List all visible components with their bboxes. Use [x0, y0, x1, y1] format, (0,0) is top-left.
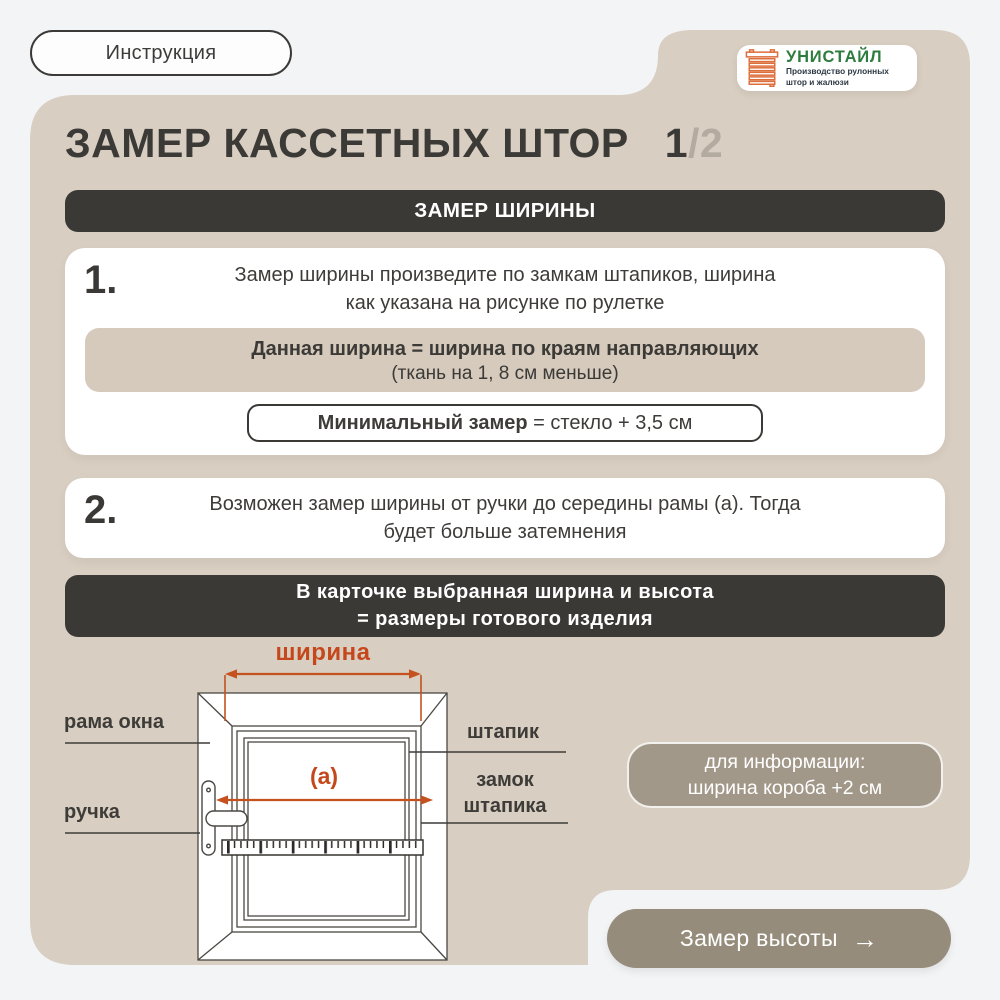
page-title-text: ЗАМЕР КАССЕТНЫХ ШТОР [65, 120, 629, 166]
step-1-line2: как указана на рисунке по рулетке [345, 291, 665, 314]
step-2-text [65, 478, 945, 546]
step-2-line1: Возможен замер ширины от ручки до середины рамы (а). Тогда [209, 493, 801, 515]
logo-text [786, 49, 889, 87]
width-dimension-label: ширина [275, 639, 371, 666]
note-bar-line1: В карточке выбранная ширина и высота [296, 581, 714, 603]
minimal-measure-box [247, 404, 763, 442]
bead-lock-label-line2: штапика [463, 794, 547, 817]
handle-label: ручка [64, 801, 120, 823]
step-2-line2: будет больше затемнения [383, 520, 627, 543]
tape-measure [222, 840, 423, 855]
page-number [665, 120, 724, 167]
info-box-line2: ширина короба +2 см [687, 777, 883, 799]
minimal-measure-bold: Минимальный замер [317, 411, 528, 434]
width-section-bar-label: ЗАМЕР ШИРИНЫ [414, 199, 596, 222]
bead-label: штапик [467, 721, 539, 743]
width-section-bar [65, 190, 945, 232]
logo-tagline-line1: Производство рулонных [786, 66, 889, 76]
instruction-badge[interactable] [30, 30, 292, 76]
step-1-text [65, 248, 945, 317]
a-dimension-label: (а) [309, 763, 339, 789]
instruction-badge-label: Инструкция [105, 41, 217, 64]
highlight-line1: Данная ширина = ширина по краям направляющих [251, 337, 759, 360]
info-box-line1: для информации: [704, 751, 866, 773]
minimal-measure-rest: = стекло + 3,5 см [527, 411, 693, 434]
step-1-card [65, 248, 945, 455]
note-bar [65, 575, 945, 637]
step-2-card [65, 478, 945, 558]
logo [737, 45, 917, 91]
bead-lock-label-line1: замок [476, 769, 534, 791]
logo-name: УНИСТАЙЛ [786, 48, 883, 66]
page-number-current: 1 [664, 120, 689, 166]
page-title [65, 120, 723, 167]
step-1-highlight-box [85, 328, 925, 392]
height-measure-button[interactable] [607, 909, 951, 968]
info-box [627, 742, 943, 808]
highlight-line2: (ткань на 1, 8 см меньше) [391, 362, 619, 384]
frame-label: рама окна [64, 711, 164, 733]
right-arrow-icon: → [851, 923, 879, 954]
step-2-number: 2. [84, 488, 118, 532]
note-bar-line2: = размеры готового изделия [357, 608, 653, 630]
blinds-icon [745, 49, 779, 87]
step-1-line1: Замер ширины произведите по замкам штапиков, ширина [234, 264, 776, 286]
bead-lock-label [440, 768, 570, 819]
height-measure-button-label: Замер высоты [679, 925, 838, 951]
page-number-total: /2 [688, 120, 724, 166]
logo-tagline-line2: штор и жалюзи [786, 76, 849, 87]
step-1-number: 1. [84, 258, 118, 302]
